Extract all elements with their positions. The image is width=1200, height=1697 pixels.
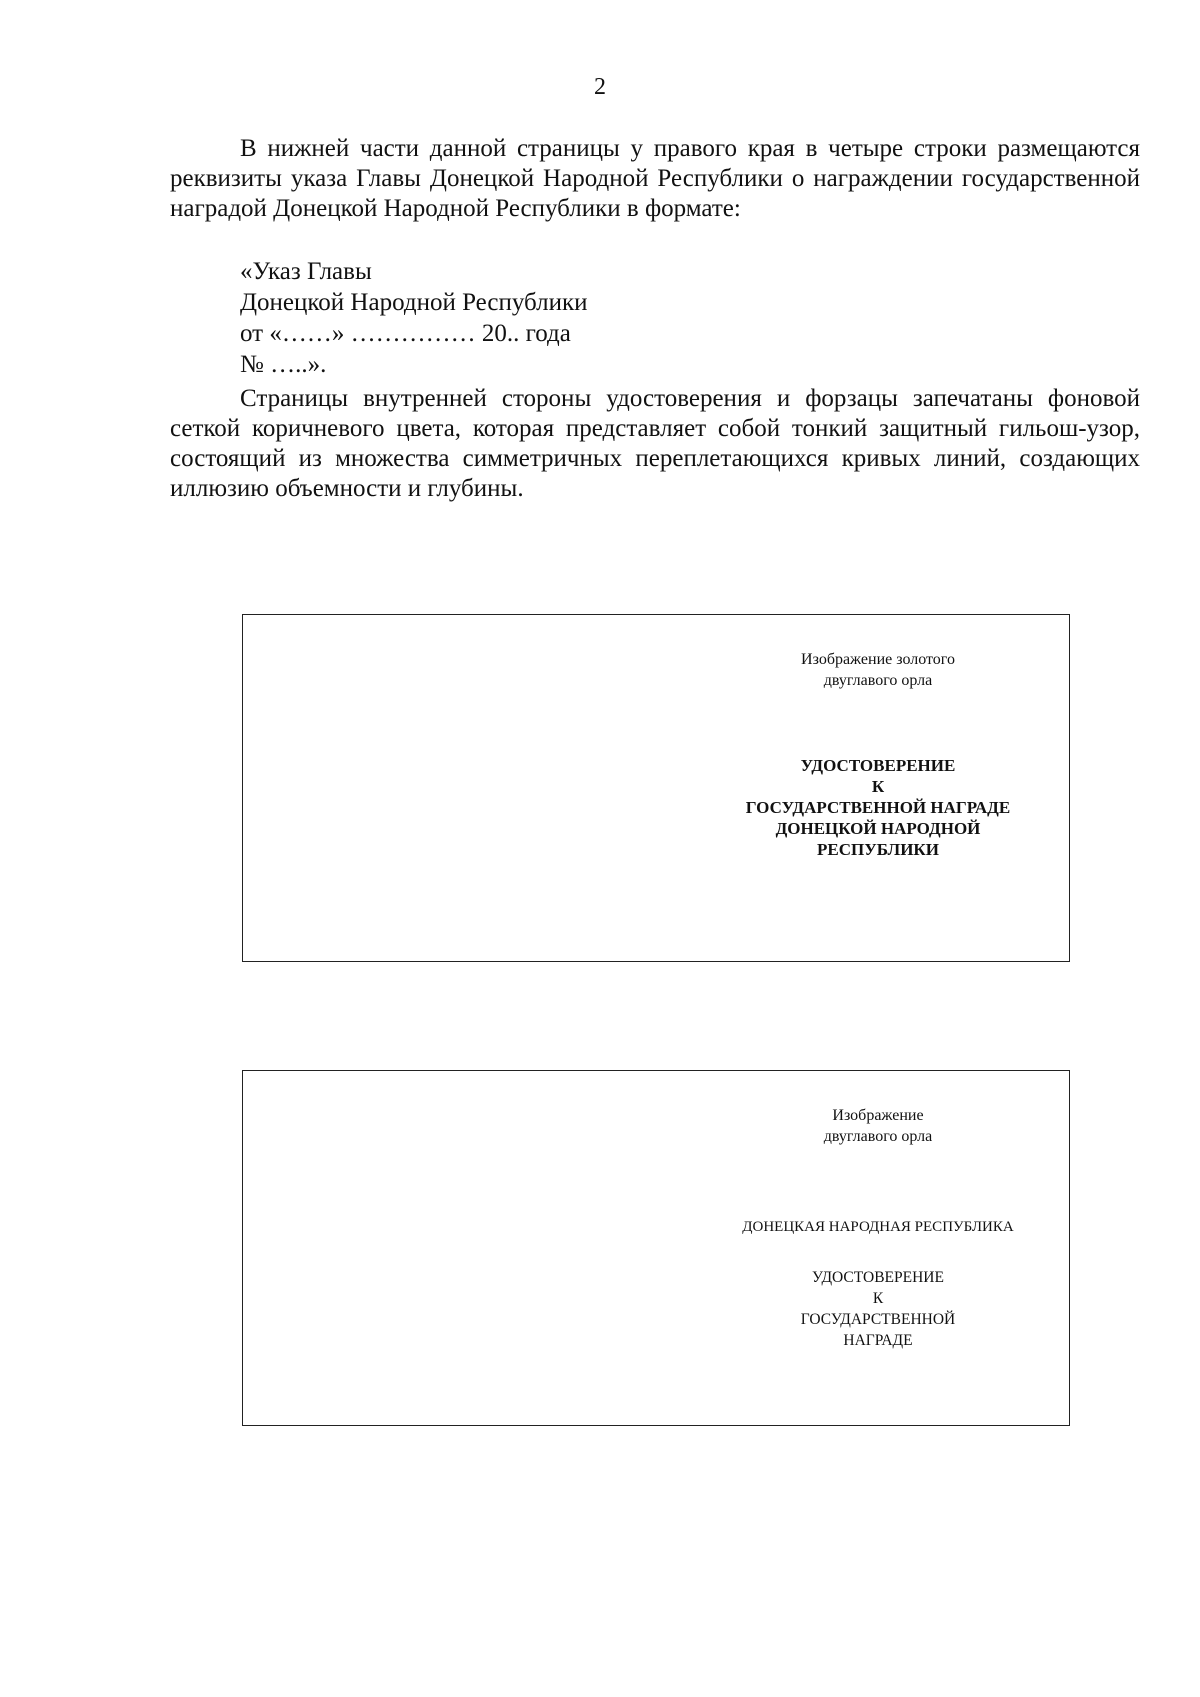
decree-format-block	[240, 256, 588, 380]
eagle-image-note	[718, 1105, 1038, 1147]
format-line: № …..».	[240, 351, 327, 378]
title-line: ГОСУДАРСТВЕННОЙ	[800, 1311, 956, 1328]
format-line: «Указ Главы	[240, 258, 372, 285]
title-line: ГОСУДАРСТВЕННОЙ НАГРАДЕ	[745, 798, 1011, 817]
certificate-title	[698, 1267, 1058, 1351]
paragraph-requisites: В нижней части данной страницы у правого края в четыре строки размещаются реквизиты указа Главы Донецкой Народной Республики о награждении государственной наградой Донецкой Народной Республики в формате:	[170, 135, 1140, 222]
title-line: К	[871, 777, 885, 796]
certificate-cover-box-gold	[242, 614, 1070, 962]
format-line: от «……» …………… 20.. года	[240, 320, 571, 347]
format-line: Донецкой Народной Республики	[240, 289, 588, 316]
certificate-title-bold	[698, 755, 1058, 860]
title-line: ДОНЕЦКОЙ НАРОДНОЙ	[775, 819, 981, 838]
certificate-cover-box-plain	[242, 1070, 1070, 1426]
gold-eagle-image-note	[718, 649, 1038, 691]
title-line: НАГРАДЕ	[843, 1332, 913, 1349]
title-line: РЕСПУБЛИКИ	[817, 840, 939, 859]
title-line: УДОСТОВЕРЕНИЕ	[800, 756, 956, 775]
republic-name: ДОНЕЦКАЯ НАРОДНАЯ РЕСПУБЛИКА	[742, 1219, 1014, 1235]
note-line: Изображение золотого	[801, 651, 955, 668]
note-line: двуглавого орла	[823, 672, 933, 689]
page-number: 2	[594, 74, 606, 100]
note-line: двуглавого орла	[823, 1128, 933, 1145]
title-line: УДОСТОВЕРЕНИЕ	[812, 1269, 944, 1286]
note-line: Изображение	[832, 1107, 924, 1124]
paragraph-background-pattern: Страницы внутренней стороны удостоверения и форзацы запечатаны фоновой сеткой коричневого цвета, которая представляет собой тонкий защитный гильош-узор, состоящий из множества симметричных переплетающихся кривых линий, создающих иллюзию объемности и глубины.	[170, 385, 1140, 502]
title-line: К	[872, 1290, 884, 1307]
